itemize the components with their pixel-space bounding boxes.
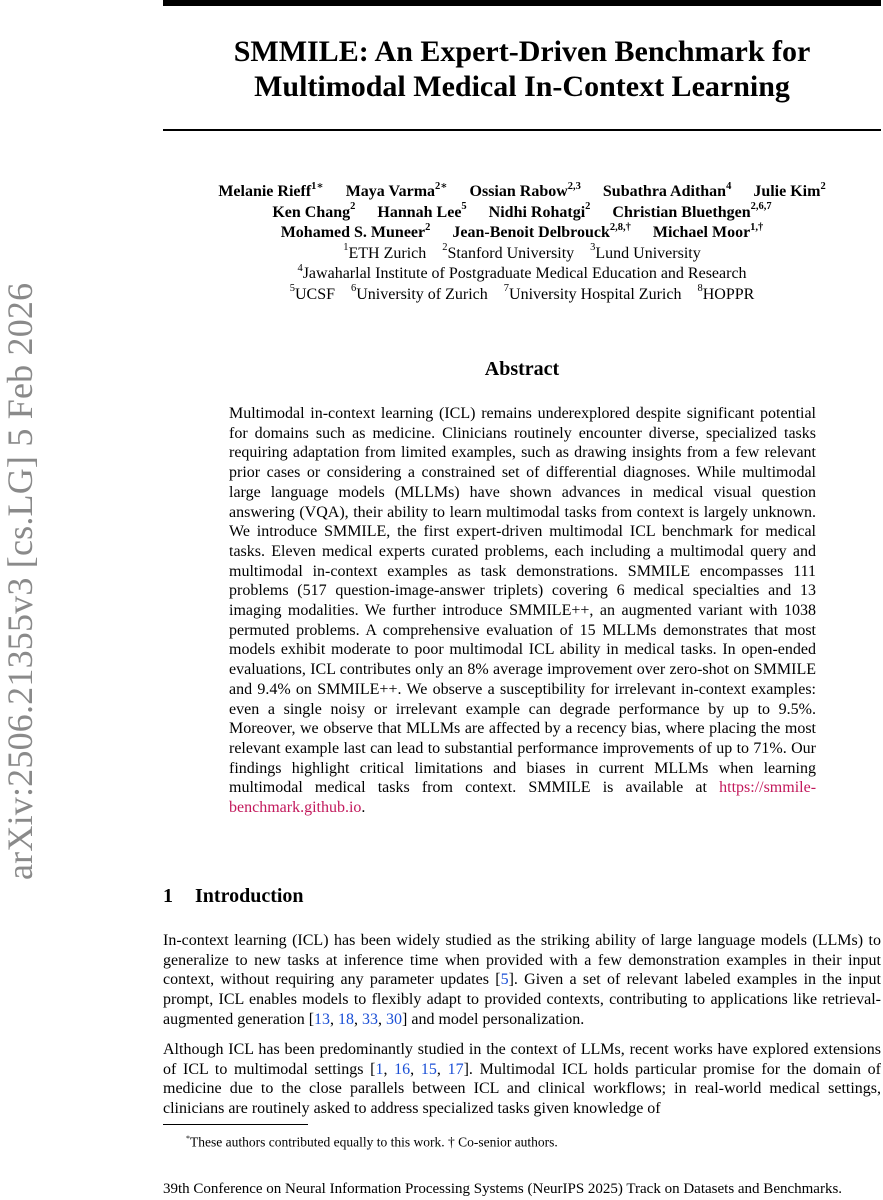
affiliation: $^5$UCSF <box>289 283 335 303</box>
citation-link[interactable]: 33 <box>362 1010 379 1028</box>
citation-link[interactable]: 13 <box>314 1010 331 1028</box>
citation-link[interactable]: 16 <box>394 1060 411 1078</box>
author: Maya Varma$^{2∗}$ <box>345 180 448 200</box>
author: Hannah Lee$^5$ <box>377 201 467 221</box>
affiliation-line-3 <box>163 285 881 306</box>
citation-link[interactable]: 15 <box>420 1060 437 1078</box>
affiliation: $^1$ETH Zurich <box>343 242 427 262</box>
title-line-1: SMMILE: An Expert-Driven Benchmark for <box>233 35 811 68</box>
author: Subathra Adithan$^4$ <box>602 180 732 200</box>
affiliation: $^6$University of Zurich <box>351 283 488 303</box>
author: Michael Moor$^{1,\dagger}$ <box>652 221 764 241</box>
author: Ken Chang$^2$ <box>272 201 356 221</box>
paper-title <box>163 34 881 104</box>
footnote-mark: * <box>186 1134 190 1143</box>
abstract-heading: Abstract <box>484 358 560 380</box>
author: Julie Kim$^2$ <box>753 180 826 200</box>
section-heading <box>163 884 881 908</box>
author-line-1 <box>163 182 881 203</box>
affiliation: $^8$HOPPR <box>697 283 755 303</box>
affiliation-line-1 <box>163 244 881 265</box>
title-line-2: Multimodal Medical In-Context Learning <box>254 70 790 103</box>
top-rule <box>163 0 881 6</box>
abstract-body: Multimodal in-context learning (ICL) remains underexplored despite significant potential for domains such as medicine. Clinicians routinely encounter diverse, specialized tasks requiring adaptation from limited examples, such as drawing insights from a few relevant prior cases or considering a constrained set of differential diagnoses. While multimodal large language models (MLLMs) have shown advances in medical visual question answering (VQA), their ability to learn multimodal tasks from context is largely unknown. We introduce SMMILE, the first expert-driven multimodal ICL benchmark for medical tasks. Eleven medical experts curated problems, each including a multimodal query and multimodal in-context examples as task demonstrations. SMMILE encompasses 111 problems (517 question-image-answer triplets) covering 6 medical specialties and 13 imaging modalities. We further introduce SMMILE++, an augmented variant with 1038 permuted problems. A comprehensive evaluation of 15 MLLMs demonstrates that most models exhibit moderate to poor multimodal ICL ability in medical tasks. In open-ended evaluations, ICL contributes only an 8% average improvement over zero-shot on SMMILE and 9.4% on SMMILE++. We observe a susceptibility for irrelevant in-context examples: even a single noisy or irrelevant example can degrade performance by up to 9.5%. Moreover, we observe that MLLMs are affected by a recency bias, where placing the most relevant example last can lead to substantial performance improvements of up to 71%. Our findings highlight critical limitations and biases in current MLLMs when learning multimodal medical tasks from context. SMMILE is available at https://smmile-benchmark.github.io. <box>229 405 817 817</box>
affiliation: $^3$Lund University <box>590 242 701 262</box>
author-block <box>163 182 881 305</box>
author: Ossian Rabow$^{2,3}$ <box>469 180 581 200</box>
conference-footer: 39th Conference on Neural Information Processing Systems (NeurIPS 2025) Track on Datasets and Benchmarks. <box>163 1181 843 1197</box>
author: Mohamed S. Muneer$^2$ <box>280 221 431 241</box>
abstract-text: Multimodal in-context learning (ICL) remains underexplored despite significant potential for domains such as medicine. Clinicians routinely encounter diverse, specialized tasks requiring adaptation from limited examples, such as drawing insights from a few relevant prior cases or considering a constrained set of differential diagnoses. While multimodal large language models (MLLMs) have shown advances in medical visual question answering (VQA), their ability to learn multimodal tasks from context is largely unknown. We introduce SMMILE, the first expert-driven multimodal ICL benchmark for medical tasks. Eleven medical experts curated problems, each including a multimodal query and multimodal in-context examples as task demonstrations. SMMILE encompasses 111 problems (517 question-image-answer triplets) covering 6 medical specialties and 13 imaging modalities. We further introduce SMMILE++, an augmented variant with 1038 permuted problems. A comprehensive evaluation of 15 MLLMs demonstrates that most models exhibit moderate to poor multimodal ICL ability in medical tasks. In open-ended evaluations, ICL contributes only an 8% average improvement over zero-shot on SMMILE and 9.4% on SMMILE++. We observe a susceptibility for irrelevant in-context examples: even a single noisy or irrelevant example can degrade performance by up to 9.5%. Moreover, we observe that MLLMs are affected by a recency bias, where placing the most relevant example last can lead to substantial performance improvements of up to 71%. Our findings highlight critical limitations and biases in current MLLMs when learning multimodal medical tasks from context. SMMILE is available at <box>229 405 816 797</box>
affiliation: $^2$Stanford University <box>442 242 575 262</box>
author: Nidhi Rohatgi$^2$ <box>488 201 591 221</box>
title-rule <box>163 129 881 131</box>
section-title: Introduction <box>195 885 304 907</box>
affiliation: $^4$Jawaharlal Institute of Postgraduate Medical Education and Research <box>297 262 747 282</box>
author: Jean-Benoit Delbrouck$^{2,8,\dagger}$ <box>452 221 631 241</box>
author-line-3 <box>163 223 881 244</box>
author: Melanie Rieff$^{1∗}$ <box>218 180 324 200</box>
benchmark-link[interactable]: https://smmile-benchmark.github.io <box>229 779 817 817</box>
affiliation: $^7$University Hospital Zurich <box>503 283 682 303</box>
intro-paragraph-2: Although ICL has been predominantly studied in the context of LLMs, recent works have explored extensions of ICL to multimodal settings [1, 16, 15, 17]. Multimodal ICL holds particular promise for the domain of medicine due to the close parallels between ICL and clinical workflows; in real-world medical settings, clinicians are routinely asked to address specialized tasks given knowledge of <box>163 1041 881 1118</box>
intro-paragraph-1: In-context learning (ICL) has been widely studied as the striking ability of large language models (LLMs) to generalize to new tasks at inference time when provided with a few demonstration examples in their input context, without requiring any parameter updates [5]. Given a set of relevant labeled examples in the input prompt, ICL enables models to flexibly adapt to provided contexts, contributing to applications like retrieval-augmented generation [13, 18, 33, 30] and model personalization. <box>163 932 882 1028</box>
footnote <box>186 1130 558 1151</box>
arxiv-identifier: arXiv:2506.21355v3 [cs.LG] 5 Feb 2026 <box>0 282 40 880</box>
author-line-2 <box>163 203 881 224</box>
citation-link[interactable]: 5 <box>500 971 509 989</box>
citation-link[interactable]: 30 <box>386 1010 403 1028</box>
footnote-rule <box>163 1124 308 1125</box>
citation-link[interactable]: 17 <box>447 1060 464 1078</box>
section-number: 1 <box>163 885 173 907</box>
affiliation-line-2 <box>163 264 881 285</box>
footnote-text: These authors contributed equally to this work. † Co-senior authors. <box>190 1134 558 1150</box>
citation-link[interactable]: 1 <box>375 1060 384 1078</box>
author: Christian Bluethgen$^{2,6,7}$ <box>612 201 772 221</box>
citation-link[interactable]: 18 <box>338 1010 355 1028</box>
